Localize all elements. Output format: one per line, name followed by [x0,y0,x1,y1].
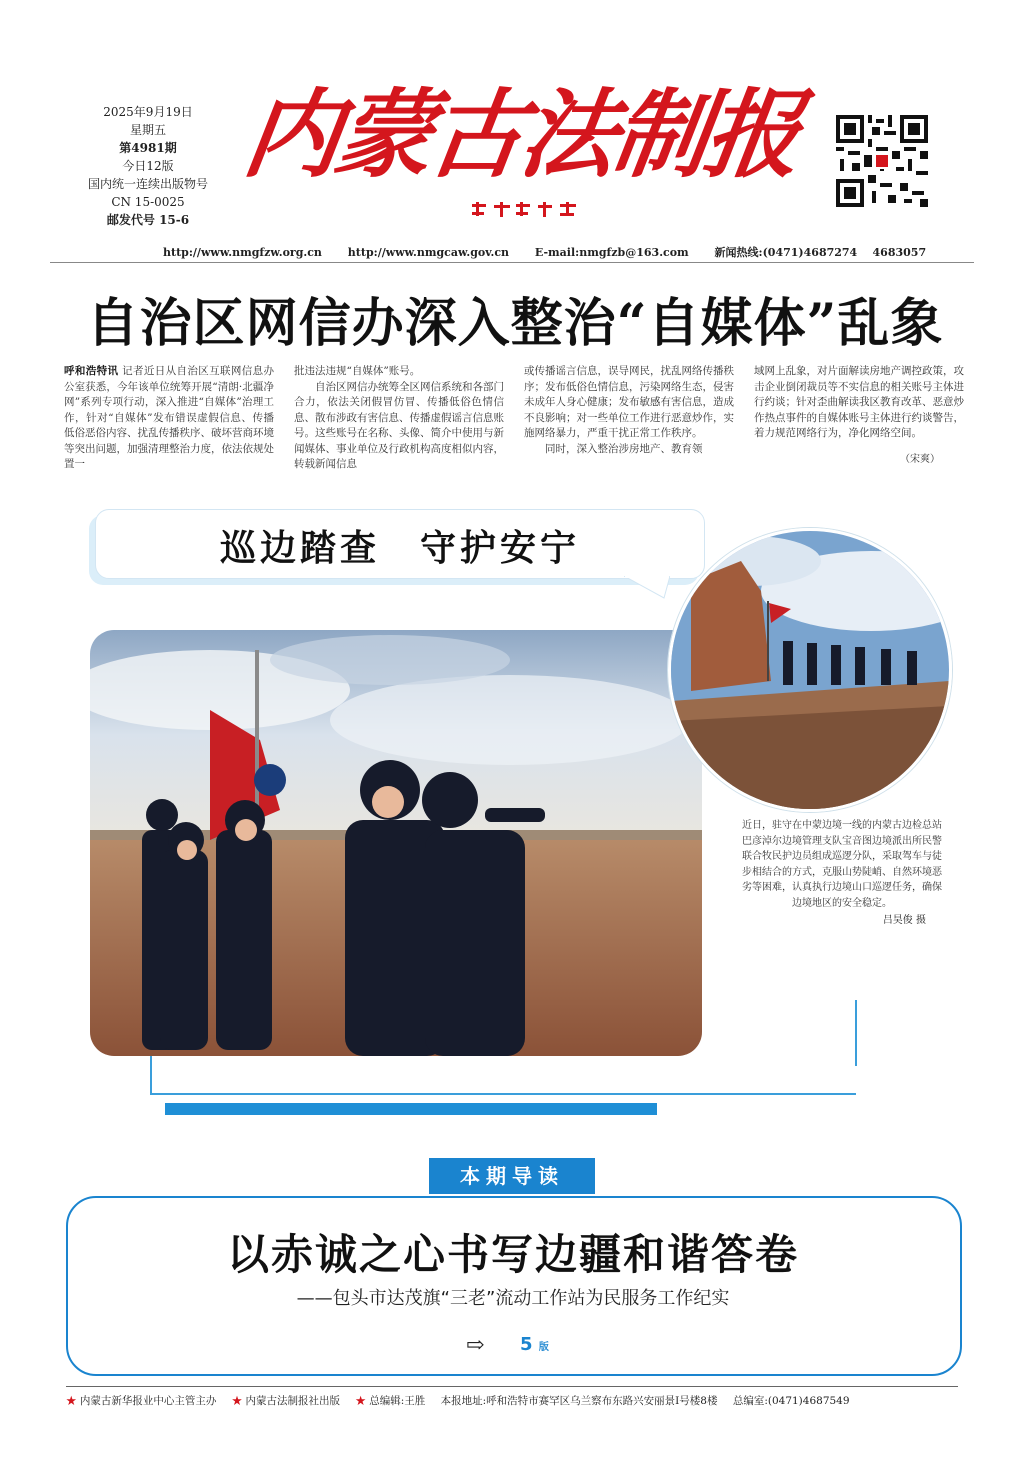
guide-page-link[interactable] [520,1334,549,1355]
article-column-1 [64,364,274,473]
mongolian-name [470,200,580,220]
website-link-1[interactable]: http://www.nmgfzw.org.cn [163,246,322,259]
article-column-1-text: 记者近日从自治区互联网信息办公室获悉，今年该单位统筹开展“清朗·北疆净网”系列专项行动，深入推进“自媒体”治理工作，针对“自媒体”发布错误虚假信息、传播低俗恶俗内容、扰乱传播秩序、破坏营商环境等突出问题，加强清理整治力度，依法依规处置一 [64,365,275,470]
lead-article [64,364,964,470]
issue-weekday: 星期五 [129,123,166,137]
guide-subtitle: ——包头市达茂旗“三老”流动工作站为民服务工作纪实 [296,1288,730,1309]
article-column-4: 域网上乱象，对片面解读房地产调控政策，攻击企业倒闭裁员等不实信息的相关账号主体进行约谈；针对歪曲解读我区教育改革、恶意炒作热点事件的自媒体账号主体进行约谈警告，着力规范网络行为，净化网络空间。 [754,365,964,439]
arrow-right-icon: ⇨ [466,1333,485,1358]
star-icon: ★ [355,1395,366,1407]
qr-code-icon [836,115,928,207]
guide-title[interactable]: 以赤诚之心书写边疆和谐答卷 [226,1230,799,1279]
footer-office: 总编室:(0471)4687549 [732,1395,850,1407]
caption-text: 近日，驻守在中蒙边境一线的内蒙古边检总站巴彦淖尔边境管理支队宝音图边境派出所民警联合牧民护边员组成巡逻分队，采取驾车与徒步相结合的方式，克服山势陡峭、自然环境恶劣等困难，认真执行边境山口巡逻任务，确保边境地区的安全稳定。 [742,820,942,909]
bubble-tail-icon [624,576,670,600]
issue-number: 第4981期 [119,141,177,155]
news-hotline: 新闻热线:(0471)4687274 4683057 [714,246,927,259]
star-icon: ★ [66,1395,77,1407]
mongolian-script-logo [470,200,580,220]
newspaper-name: 内蒙古法制报 [237,78,806,191]
photo-title: 巡边踏查 守护安宁 [219,527,580,569]
article-column-3: 或传播谣言信息，误导网民，扰乱网络传播秩序；发布低俗色情信息，污染网络生态，侵害未成年人身心健康；发布敏感有害信息，造成不良影响；对一些单位工作进行恶意炒作，实施网络暴力，严重干扰正常工作秩序。 同时，深入整治涉房地产、教育领 [524,365,734,455]
lead-headline[interactable]: 自治区网信办深入整治“自媒体”乱象 [86,293,944,354]
star-icon: ★ [231,1395,243,1407]
issue-meta [78,103,218,229]
main-photo[interactable] [90,630,702,1056]
newspaper-logo [237,70,806,200]
photo-caption [742,818,942,996]
cn-number: CN 15-0025 [111,195,185,209]
issue-date: 2025年9月19日 [103,105,193,119]
contact-bar [163,244,927,260]
guide-page-number: 5 [520,1334,533,1355]
ridge-patrol-photo [671,531,949,809]
frame-line-bottom [150,1093,856,1095]
postal-code: 邮发代号 15-6 [106,213,190,227]
footer-address: 本报地址:呼和浩特市赛罕区乌兰察布东路兴安丽景Ⅰ号楼8楼 [440,1395,718,1407]
masthead-divider [50,262,974,263]
footer-sponsor: 内蒙古新华报业中心主管主办 [79,1395,217,1407]
frame-line-left [150,1056,152,1094]
border-patrol-photo [90,630,702,1056]
footer-editor: 总编辑:王胜 [369,1395,426,1407]
inset-photo[interactable] [668,528,952,812]
photo-title-bubble [95,509,705,579]
serial-label: 国内统一连续出版物号 [87,177,208,191]
email-link[interactable]: E-mail:nmgfzb@163.com [534,246,689,259]
issue-pages: 今日12版 [122,159,174,173]
frame-line-right [855,1000,857,1066]
website-link-2[interactable]: http://www.nmgcaw.gov.cn [347,246,510,259]
photo-author: 吕昊俊 摄 [882,915,926,926]
footer-divider [66,1386,958,1387]
footer [66,1393,966,1408]
article-credit: （宋爽） [900,454,940,465]
article-column-2: 批违法违规“自媒体”账号。 自治区网信办统筹全区网信系统和各部门合力，依法关闭假冒仿冒、传播低俗色情信息、散布涉政有害信息、传播虚假谣言信息账号。这些账号在名称、头像、简介中使用与新闻媒体、事业单位及行政机构高度相似内容，转载新闻信息 [294,365,504,470]
guide-page-suffix: 版 [538,1342,549,1353]
guide-tag: 本期导读 [429,1158,595,1194]
qr-code[interactable] [836,115,928,207]
article-dateline: 呼和浩特讯 [64,365,119,377]
decor-stripe [165,1103,657,1115]
footer-publisher: 内蒙古法制报社出版 [245,1395,341,1407]
